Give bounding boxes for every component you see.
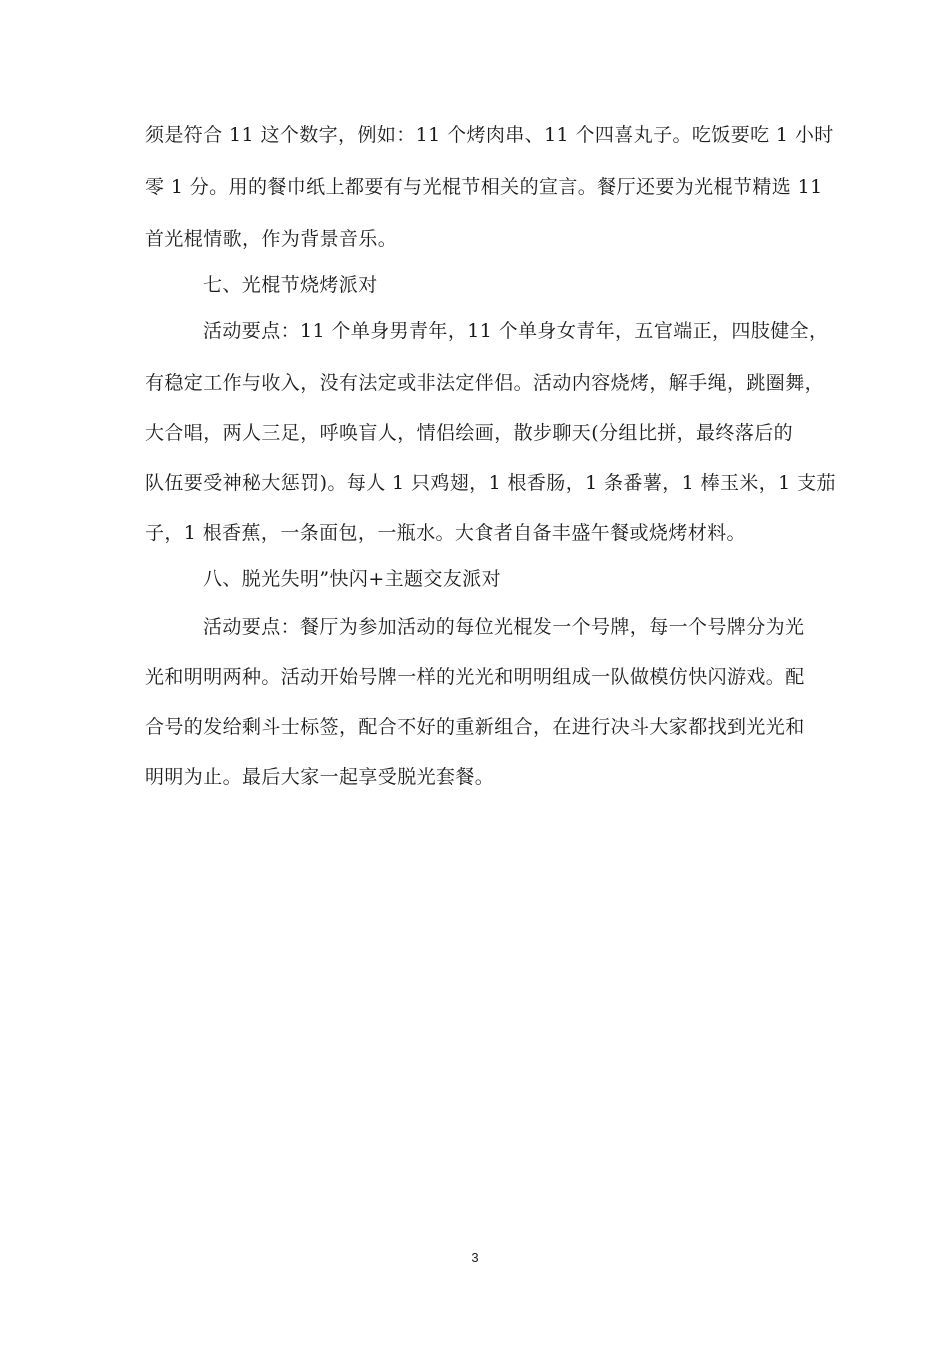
paragraph-line: 明明为止。最后大家一起享受脱光套餐。: [145, 766, 495, 788]
section-heading: 八、脱光失明”快闪+主题交友派对: [203, 568, 502, 590]
page-number: 3: [471, 1250, 479, 1265]
paragraph-line: 活动要点：餐厅为参加活动的每位光棍发一个号牌，每一个号牌分为光: [203, 616, 805, 638]
paragraph-line: 活动要点：11 个单身男青年，11 个单身女青年，五官端正，四肢健全，: [203, 320, 829, 342]
paragraph-line: 队伍要受神秘大惩罚)。每人 1 只鸡翅，1 根香肠，1 条番薯，1 棒玉米，1 支茄: [145, 472, 836, 494]
paragraph-line: 合号的发给剩斗士标签，配合不好的重新组合，在进行决斗大家都找到光光和: [145, 716, 805, 738]
section-heading: 七、光棍节烧烤派对: [203, 274, 378, 296]
paragraph-line: 光和明明两种。活动开始号牌一样的光光和明明组成一队做模仿快闪游戏。配: [145, 666, 805, 688]
paragraph-line: 子，1 根香蕉，一条面包，一瓶水。大食者自备丰盛午餐或烧烤材料。: [145, 522, 746, 544]
paragraph-line: 零 1 分。用的餐巾纸上都要有与光棍节相关的宣言。餐厅还要为光棍节精选 11: [145, 176, 823, 198]
paragraph-line: 首光棍情歌，作为背景音乐。: [145, 228, 398, 250]
paragraph-line: 有稳定工作与收入，没有法定或非法定伴侣。活动内容烧烤，解手绳，跳圈舞，: [145, 372, 825, 394]
paragraph-line: 须是符合 11 这个数字，例如：11 个烤肉串、11 个四喜丸子。吃饭要吃 1 小时: [145, 124, 834, 146]
paragraph-line: 大合唱，两人三足，呼唤盲人，情侣绘画，散步聊天(分组比拼，最终落后的: [145, 422, 794, 444]
